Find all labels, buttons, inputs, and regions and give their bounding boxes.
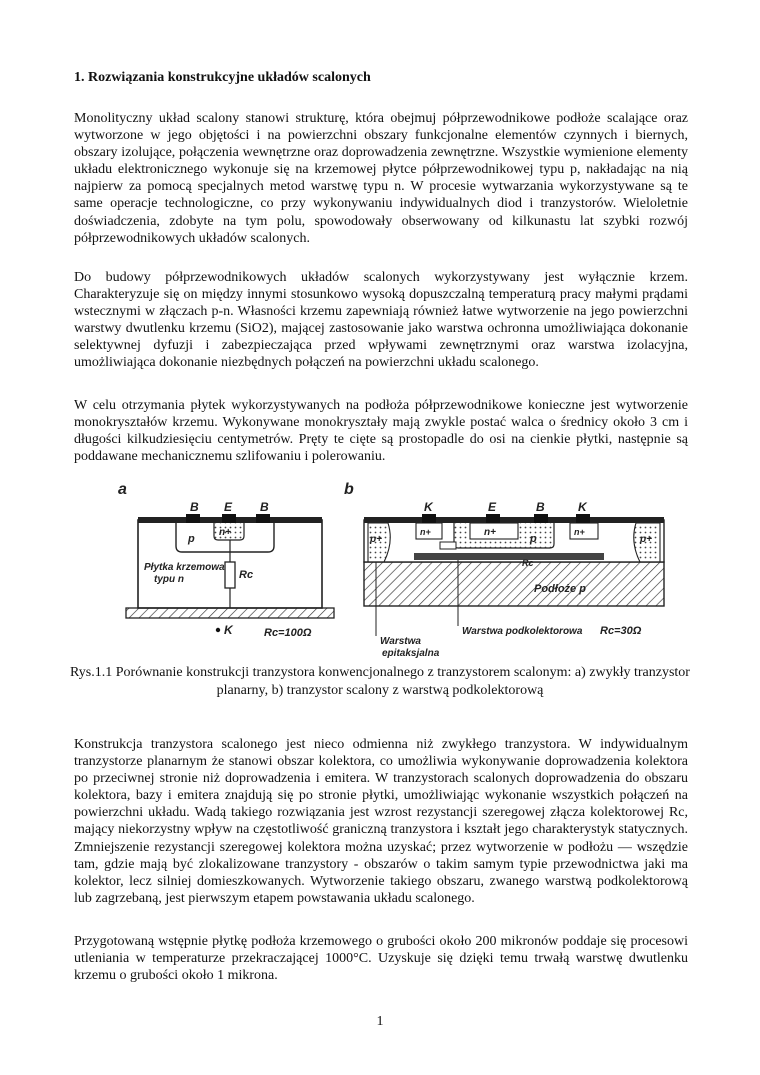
panel-b-region-pplus-left: p+ <box>370 534 382 545</box>
panel-b-terminal-k2: K <box>578 500 587 514</box>
panel-a-resistor <box>225 562 235 588</box>
panel-b-terminal-k1: K <box>424 500 433 514</box>
panel-a-resistance-value: Rc=100Ω <box>264 627 312 639</box>
panel-b-region-p: p <box>530 533 537 545</box>
panel-a-collector-dot <box>216 628 220 632</box>
panel-b-epi-label-2: epitaksjalna <box>382 648 440 658</box>
section-heading: 1. Rozwiązania konstrukcyjne układów scalonych <box>74 70 371 85</box>
panel-b-contact-b <box>534 514 548 523</box>
panel-b-contact-k2 <box>576 514 590 523</box>
panel-b-region-pplus-right: p+ <box>640 534 652 545</box>
panel-a-bottom-contact <box>126 608 334 618</box>
panel-b-label: b <box>344 481 354 498</box>
panel-b-resistor <box>440 542 456 549</box>
panel-b-substrate-label: Podłoże p <box>534 583 586 595</box>
paragraph-oxidation: Przygotowaną wstępnie płytkę podłoża krzemowego o grubości około 200 mikronów poddaje się procesowi utleniania w temperaturze przekraczającej 1000°C. Uzyskuje się dzięki temu trwałą warstwę dwutlenku krzemu o grubości około 1 mikrona. <box>74 934 688 984</box>
panel-b-region-nplus-3: n+ <box>574 527 585 537</box>
panel-a-region-p: p <box>188 533 195 545</box>
paragraph-intro: Monolityczny układ scalony stanowi strukturę, która obejmuj półprzewodnikowe podłoże scalające oraz wytworzone w jego objętości i na powierzchni obszary funkcjonalne elementów czynnych i biernych, obszary izolujące, połączenia wewnętrzne oraz doprowadzenia zewnętrzne. Wszystkie wymienione elementy układu elektronicznego wykonuje się na krzemowej płytce półprzewodnikowej typu p, nakładając na nią najpierw za pomocą specjalnych metod warstwę typu n. W procesie wytwarzania wykorzystywane są te same operacje technologiczne, co przy wykonywaniu indywidualnych diod i tranzystorów. Wieloletnie doświadczenia, zdobyte na tym polu, spowodowały obserwowany od kilkunastu lat szybki rozwój półprzewodnikowych układów scalonych. <box>74 111 688 246</box>
paragraph-integrated-transistor: Konstrukcja tranzystora scalonego jest nieco odmienna niż zwykłego tranzystora. W indywidualnym tranzystorze planarnym że stanowi obszar kolektora, co umożliwia wykonywanie doprowadzenia kolektora po przeciwnej stronie niż doprowadzenia i emitera. W tranzystorach scalonych doprowadzenia do obszaru kolektora, bazy i emitera znajdują się po stronie płytki, umożliwiając wykonanie wszystkich połączeń na powierzchni układu. Wadą takiego rozwiązania jest wzrost rezystancji szeregowej złącza kolektorowej Rc, mający niekorzystny wpływ na częstotliwość graniczną tranzystora i kształt jego charakterystyk statycznych. Zmniejszenie rezystancji szeregowej kolektora można uzyskać; przez wytworzenie w podłożu — wszędzie tam, gdzie mają być zlokalizowane tranzystory - obszarów o takim samym typie przewodnictwa jaki ma kolektor, lecz silniej domieszkowanych. Wytworzenie takiego obszaru, zwanego warstwą podkolektorową lub zagrzebaną, jest pierwszym etapem powstawania układu scalonego. <box>74 737 688 906</box>
panel-b-resistor-label: Rc <box>522 558 534 568</box>
panel-a-contact-b1 <box>186 514 200 523</box>
panel-a-terminal-e: E <box>224 500 233 514</box>
panel-a-terminal-b2: B <box>260 500 269 514</box>
figure-caption: Rys.1.1 Porównanie konstrukcji tranzystora konwencjonalnego z tranzystorem scalonym: a) zwykły tranzystor planarny, b) tranzystor scalony z warstwą podkolektorową <box>70 665 690 698</box>
panel-b-epi-label-1: Warstwa <box>380 636 421 647</box>
panel-a-collector-label: K <box>224 623 233 637</box>
page-number: 1 <box>376 1014 384 1029</box>
panel-b-contact-e <box>486 514 500 523</box>
panel-a-label: a <box>118 481 127 498</box>
panel-b-terminal-e: E <box>488 500 497 514</box>
panel-a-contact-b2 <box>256 514 270 523</box>
panel-a <box>118 481 334 639</box>
panel-a-substrate-label-1: Płytka krzemowa <box>144 562 225 573</box>
panel-b-region-nplus-2: n+ <box>484 527 496 538</box>
panel-b-buried-label: Warstwa podkolektorowa <box>462 626 583 637</box>
panel-b-substrate <box>364 562 664 606</box>
panel-b-oxide <box>364 517 664 523</box>
paragraph-silicon: Do budowy półprzewodnikowych układów scalonych wykorzystywany jest wyłącznie krzem. Charakteryzuje się on między innymi stosunkowo wysoką dopuszczalną temperaturą pracy małymi prądami wstecznymi w złączach p-n. Własności krzemu zapewniają również łatwe wytworzenie na jego powierzchni warstwy dwutlenku krzemu (SiO2), mającej zastosowanie jako warstwa ochronna umożliwiająca dokonanie selektywnej dyfuzji i zabezpieczająca przed wpływami zewnętrznymi oraz warstwa izolacyjna, umożliwiająca dokonanie niezbędnych połączeń na powierzchni układu scalonego. <box>74 270 688 371</box>
panel-a-region-nplus: n+ <box>219 527 231 538</box>
transistor-figure <box>118 480 670 658</box>
panel-a-contact-e <box>222 514 236 523</box>
panel-a-terminal-b1: B <box>190 500 199 514</box>
panel-b-contact-k1 <box>422 514 436 523</box>
panel-a-substrate-label-2: typu n <box>154 574 184 585</box>
panel-b-region-nplus-1: n+ <box>420 527 431 537</box>
panel-a-resistor-label: Rc <box>239 569 254 581</box>
panel-b-resistance-value: Rc=30Ω <box>600 625 642 637</box>
paragraph-wafers: W celu otrzymania płytek wykorzystywanych na podłoża półprzewodnikowe konieczne jest wytworzenie monokryształów krzemu. Wykonywane monokryształy mają zwykle postać walca o średnicy około 3 cm i długości kilkudziesięciu centymetrów. Pręty te cięte są prostopadle do osi na cienkie płytki, następnie są poddawane mechanicznemu szlifowaniu i polerowaniu. <box>74 398 688 465</box>
panel-b-terminal-b: B <box>536 500 545 514</box>
panel-b-buried-layer <box>414 553 604 560</box>
panel-b <box>344 481 664 658</box>
